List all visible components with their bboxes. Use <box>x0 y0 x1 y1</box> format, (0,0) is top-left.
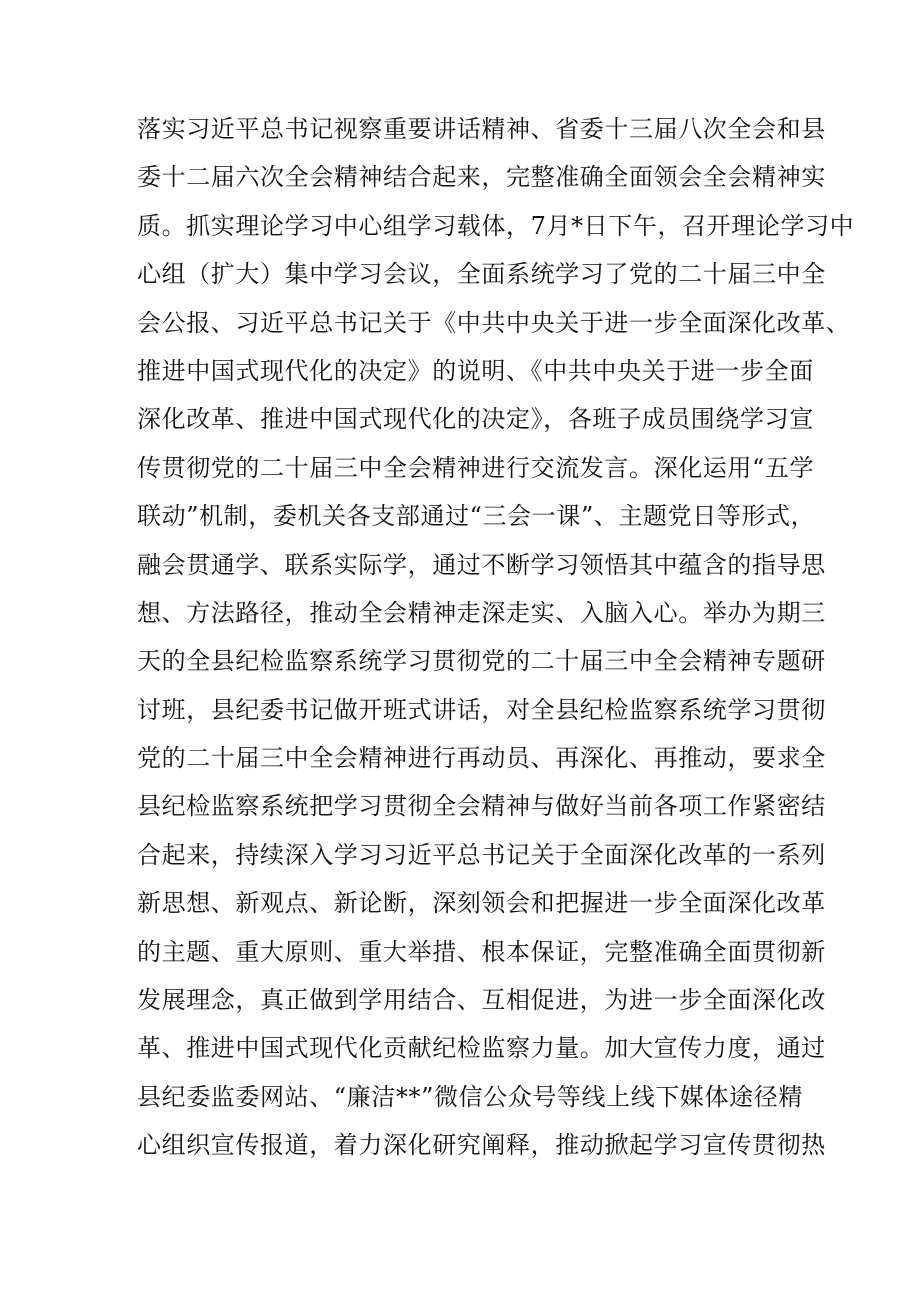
paragraph-line: 发展理念，真正做到学用结合、互相促进，为进一步全面深化改 <box>137 986 826 1015</box>
paragraph-line: 心组织宣传报道，着力深化研究阐释，推动掀起学习宣传贯彻热 <box>137 1131 826 1160</box>
paragraph-line: 心组（扩大）集中学习会议，全面系统学习了党的二十届三中全 <box>137 260 826 289</box>
paragraph-line: 会公报、习近平总书记关于《中共中央关于进一步全面深化改革、 <box>137 308 851 337</box>
paragraph-line: 联动”机制，委机关各支部通过“三会一课”、主题党日等形式， <box>137 502 816 531</box>
paragraph-line: 落实习近平总书记视察重要讲话精神、省委十三届八次全会和县 <box>137 115 826 143</box>
paragraph-line: 深化改革、推进中国式现代化的决定》，各班子成员围绕学习宣 <box>137 405 814 434</box>
paragraph-line: 委十二届六次全会精神结合起来，完整准确全面领会全会精神实 <box>137 163 826 192</box>
paragraph-line: 传贯彻党的二十届三中全会精神进行交流发言。深化运用“五学 <box>137 453 815 482</box>
paragraph-line: 党的二十届三中全会精神进行再动员、再深化、再推动，要求全 <box>137 744 826 773</box>
paragraph-line: 县纪检监察系统把学习贯彻全会精神与做好当前各项工作紧密结 <box>137 792 826 821</box>
paragraph-line: 革、推进中国式现代化贡献纪检监察力量。加大宣传力度，通过 <box>137 1034 826 1063</box>
paragraph-line: 讨班，县纪委书记做开班式讲话，对全县纪检监察系统学习贯彻 <box>137 695 826 724</box>
paragraph-line: 推进中国式现代化的决定》的说明、《中共中央关于进一步全面 <box>137 356 814 385</box>
paragraph-line: 想、方法路径，推动全会精神走深走实、入脑入心。举办为期三 <box>137 598 826 627</box>
paragraph-line: 的主题、重大原则、重大举措、根本保证，完整准确全面贯彻新 <box>137 937 826 966</box>
paragraph-line: 县纪委监委网站、“廉洁**”微信公众号等线上线下媒体途径精 <box>137 1082 803 1111</box>
paragraph-line: 融会贯通学、联系实际学，通过不断学习领悟其中蕴含的指导思 <box>137 550 826 579</box>
paragraph-line: 新思想、新观点、新论断，深刻领会和把握进一步全面深化改革 <box>137 889 826 918</box>
body-paragraph <box>137 105 855 1170</box>
paragraph-line: 质。抓实理论学习中心组学习载体，7月*日下午，召开理论学习中 <box>137 211 855 240</box>
paragraph-line: 合起来，持续深入学习习近平总书记关于全面深化改革的一系列 <box>137 840 826 869</box>
paragraph-line: 天的全县纪检监察系统学习贯彻党的二十届三中全会精神专题研 <box>137 647 826 676</box>
